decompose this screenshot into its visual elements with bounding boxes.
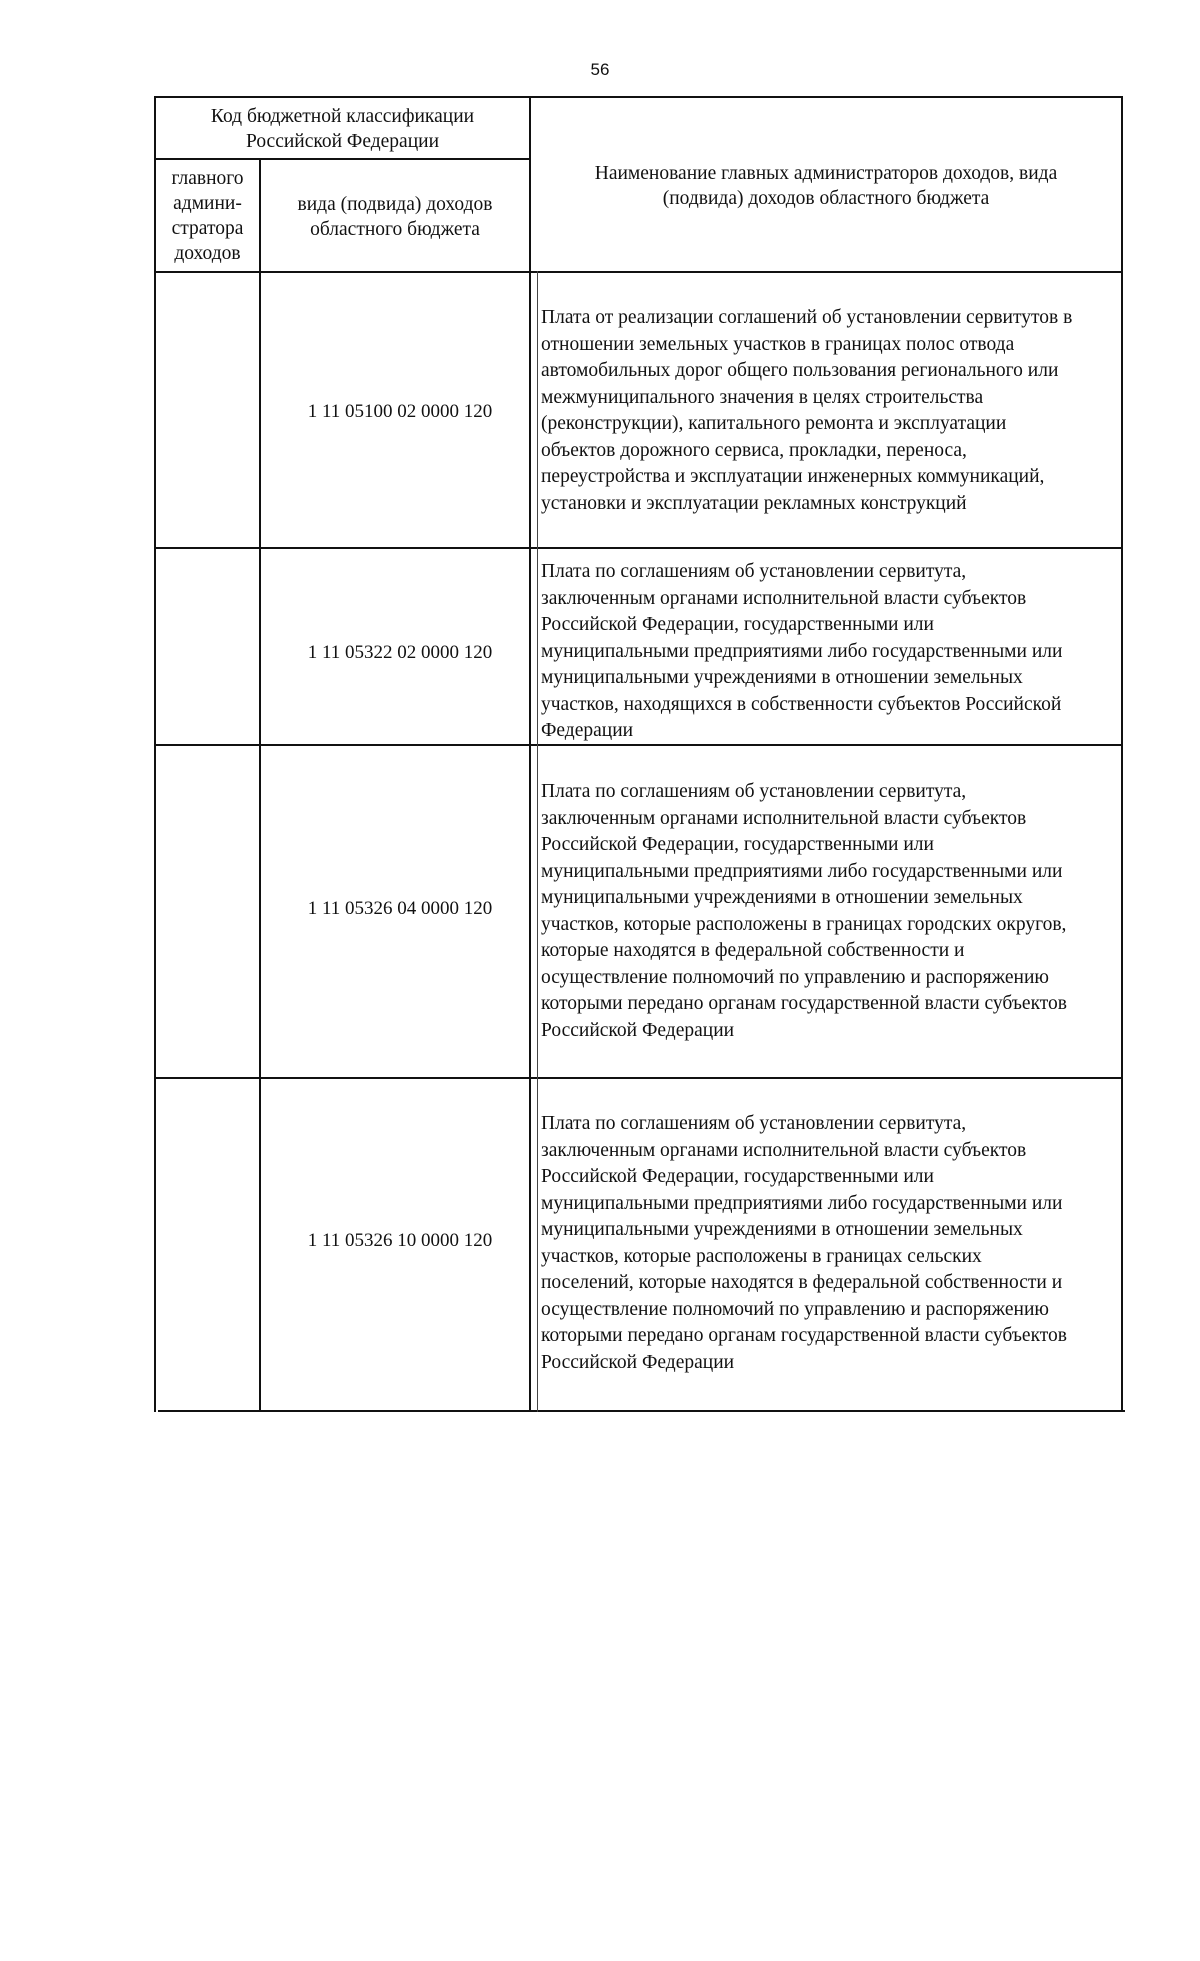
row-description: [541, 559, 1121, 745]
row-code: 1 11 05322 02 0000 120: [307, 642, 493, 663]
description-line: поселений, которые находятся в федеральной собственности и: [541, 1272, 1063, 1293]
description-line: Российской Федерации: [541, 1019, 735, 1041]
description-line: Российской Федерации, государственными или: [541, 834, 934, 855]
description-line: участков, которые расположены в границах сельских: [541, 1245, 982, 1267]
description-line: Российской Федерации, государственными или: [541, 614, 934, 635]
description-line: Российской Федерации: [541, 1351, 735, 1373]
description-line: переустройства и эксплуатации инженерных коммуникаций,: [541, 466, 1045, 487]
header-name-line2: (подвида) доходов областного бюджета: [662, 188, 990, 209]
description-line: (реконструкции), капитального ремонта и эксплуатации: [541, 413, 1007, 434]
description-line: Плата по соглашениям об установлении сервитута,: [541, 1113, 967, 1134]
description-line: объектов дорожного сервиса, прокладки, переноса,: [541, 439, 967, 461]
header-bottom-border: [154, 271, 1123, 273]
row-code: 1 11 05100 02 0000 120: [307, 401, 493, 422]
description-line: автомобильных дорог общего пользования регионального или: [541, 360, 1059, 381]
row-description: [541, 305, 1121, 517]
header-name-column: [531, 161, 1121, 211]
table-left-border: [154, 96, 156, 1412]
header-admin-line: стратора: [171, 218, 244, 239]
description-line: осуществление полномочий по управлению и распоряжению: [541, 966, 1049, 988]
description-line: муниципальными учреждениями в отношении земельных: [541, 667, 1023, 688]
description-line: муниципальными предприятиями либо государственными или: [541, 860, 1063, 882]
header-type-line2: областного бюджета: [310, 219, 480, 240]
header-admin-column: [156, 166, 259, 266]
header-group-title: [156, 104, 529, 154]
description-line: муниципальными учреждениями в отношении земельных: [541, 1219, 1023, 1240]
description-line: Федерации: [541, 720, 634, 741]
description-line: Плата от реализации соглашений об установлении сервитутов в: [541, 307, 1073, 328]
description-line: осуществление полномочий по управлению и распоряжению: [541, 1298, 1049, 1320]
row-code: 1 11 05326 04 0000 120: [307, 898, 493, 919]
page-number: 56: [590, 60, 610, 79]
header-group-title-line2: Российской Федерации: [245, 131, 440, 152]
column-divider-code: [529, 96, 531, 1412]
description-line: муниципальными предприятиями либо государственными или: [541, 640, 1063, 662]
row-divider: [154, 1077, 1123, 1079]
description-line: заключенным органами исполнительной власти субъектов: [541, 1139, 1027, 1161]
description-line: которыми передано органам государственной власти субъектов: [541, 993, 1068, 1014]
row-description: [541, 779, 1121, 1044]
description-line: Российской Федерации, государственными или: [541, 1166, 934, 1187]
description-line: муниципальными предприятиями либо государственными или: [541, 1192, 1063, 1214]
description-line: которыми передано органам государственной власти субъектов: [541, 1325, 1068, 1346]
table-right-border: [1121, 96, 1123, 1412]
row-description: [541, 1111, 1121, 1376]
column-divider-admin: [259, 158, 261, 1412]
header-name-line1: Наименование главных администраторов доходов, вида: [594, 163, 1058, 184]
description-line: заключенным органами исполнительной власти субъектов: [541, 807, 1027, 829]
description-line: отношении земельных участков в границах полос отвода: [541, 333, 1015, 355]
description-line: участков, которые расположены в границах городских округов,: [541, 913, 1067, 935]
table-bottom-border: [158, 1410, 1125, 1412]
description-line: Плата по соглашениям об установлении сервитута,: [541, 781, 967, 802]
description-line: установки и эксплуатации рекламных конструкций: [541, 492, 967, 514]
description-line: межмуниципального значения в целях строительства: [541, 386, 984, 408]
description-line: Плата по соглашениям об установлении сервитута,: [541, 561, 967, 582]
row-code: 1 11 05326 10 0000 120: [307, 1230, 493, 1251]
header-admin-line: главного: [171, 168, 244, 189]
description-line: которые находятся в федеральной собственности и: [541, 940, 965, 961]
header-admin-line: админи-: [173, 193, 242, 214]
header-type-line1: вида (подвида) доходов: [297, 194, 493, 215]
header-type-column: [261, 192, 529, 242]
description-line: заключенным органами исполнительной власти субъектов: [541, 587, 1027, 609]
description-line: муниципальными учреждениями в отношении земельных: [541, 887, 1023, 908]
header-admin-line: доходов: [174, 243, 241, 264]
description-line: участков, находящихся в собственности субъектов Российской: [541, 693, 1062, 715]
table-top-border: [154, 96, 1123, 98]
row-divider: [154, 547, 1123, 549]
header-group-title-line1: Код бюджетной классификации: [210, 106, 475, 127]
header-group-divider: [154, 158, 530, 160]
